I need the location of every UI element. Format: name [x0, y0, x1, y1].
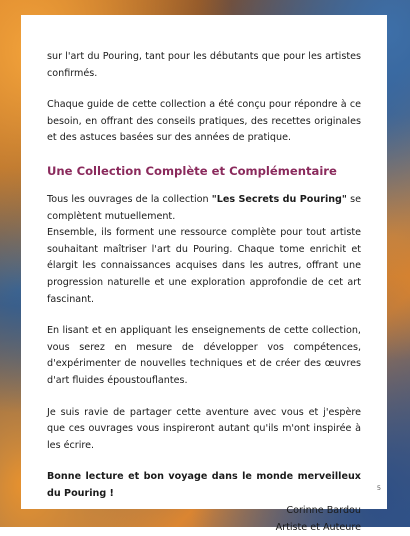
collection-text-start: Tous les ouvrages de la collection — [47, 193, 212, 205]
paragraph-collection — [47, 192, 361, 225]
closing-text: Bonne lecture et bon voyage dans le monde merveilleux du Pouring ! — [47, 471, 361, 499]
author-name: Corinne Bardou — [286, 505, 361, 517]
paragraph-guides: Chaque guide de cette collection a été conçu pour répondre à ce besoin, en offrant des conseils pratiques, des recettes originales et des astuces basées sur des années de pratique. — [47, 99, 361, 144]
page-number: 5 — [376, 484, 381, 493]
paragraph-learning: En lisant et en appliquant les enseignements de cette collection, vous serez en mesure de développer vos compétences, d'expérimenter de nouvelles techniques et de créer des œuvres d'art fluides époustouflantes. — [47, 325, 361, 386]
author-role: Artiste et Auteure — [275, 522, 361, 534]
text-sheet — [21, 15, 387, 534]
section-heading: Une Collection Complète et Complémentaire — [47, 163, 337, 178]
paragraph-sharing: Je suis ravie de partager cette aventure avec vous et j'espère que ces ouvrages vous inspireront autant qu'ils m'ont inspirée à les écrire. — [47, 406, 361, 451]
paragraph-intro: sur l'art du Pouring, tant pour les débutants que pour les artistes confirmés. — [47, 51, 361, 79]
collection-text-end: se complètent mutuellement. — [47, 193, 362, 222]
paragraph-ensemble: Ensemble, ils forment une ressource complète pour tout artiste souhaitant maîtriser l'art du Pouring. Chaque tome enrichit et élargit les connaissances acquises dans les autres, offrant une progression naturelle et une exploration approfondie de cet art fascinant. — [47, 227, 361, 305]
closing-line — [47, 469, 361, 502]
signature-block — [47, 502, 361, 536]
collection-title: "Les Secrets du Pouring" — [211, 193, 347, 205]
